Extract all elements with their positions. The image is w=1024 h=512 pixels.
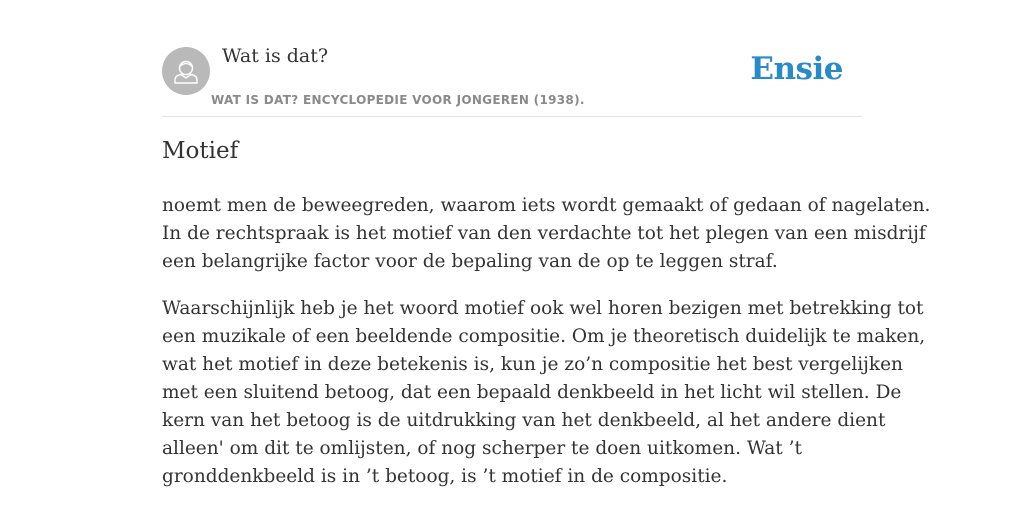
source-subtitle: WAT IS DAT? ENCYCLOPEDIE VOOR JONGEREN (1938). xyxy=(211,93,585,107)
paragraph-line: wat het motief in deze betekenis is, kun je zo’n compositie het best vergelijken xyxy=(162,354,903,375)
user-outline-icon xyxy=(162,47,210,95)
paragraph-line: met een sluitend betoog, dat een bepaald denkbeeld in het licht wil stellen. De xyxy=(162,382,902,403)
paragraph-line: noemt men de beweegreden, waarom iets wordt gemaakt of gedaan of nagelaten. xyxy=(162,195,931,216)
paragraph-line: een muzikale of een beeldende compositie. Om je theoretisch duidelijk te maken, xyxy=(162,326,926,347)
page-title: Motief xyxy=(162,138,239,164)
article-body xyxy=(162,192,931,510)
user-avatar-icon[interactable] xyxy=(162,47,210,95)
paragraph-line: een belangrijke factor voor de bepaling van de op te leggen straf. xyxy=(162,251,778,272)
source-title-link[interactable]: Wat is dat? xyxy=(222,45,329,67)
paragraph-line: alleen' om dit te omlijsten, of nog scherper te doen uitkomen. Wat ’t xyxy=(162,438,802,459)
ensie-logo-link[interactable]: Ensie xyxy=(750,51,843,87)
paragraph-2 xyxy=(162,295,926,491)
paragraph-line: gronddenkbeeld is in ’t betoog, is ’t motief in de compositie. xyxy=(162,466,728,487)
paragraph-1 xyxy=(162,192,931,276)
paragraph-line: In de rechtspraak is het motief van den verdachte tot het plegen van een misdrijf xyxy=(162,223,926,244)
source-header xyxy=(162,40,862,117)
paragraph-line: Waarschijnlijk heb je het woord motief ook wel horen bezigen met betrekking tot xyxy=(162,298,924,319)
paragraph-line: kern van het betoog is de uitdrukking van het denkbeeld, al het andere dient xyxy=(162,410,886,431)
